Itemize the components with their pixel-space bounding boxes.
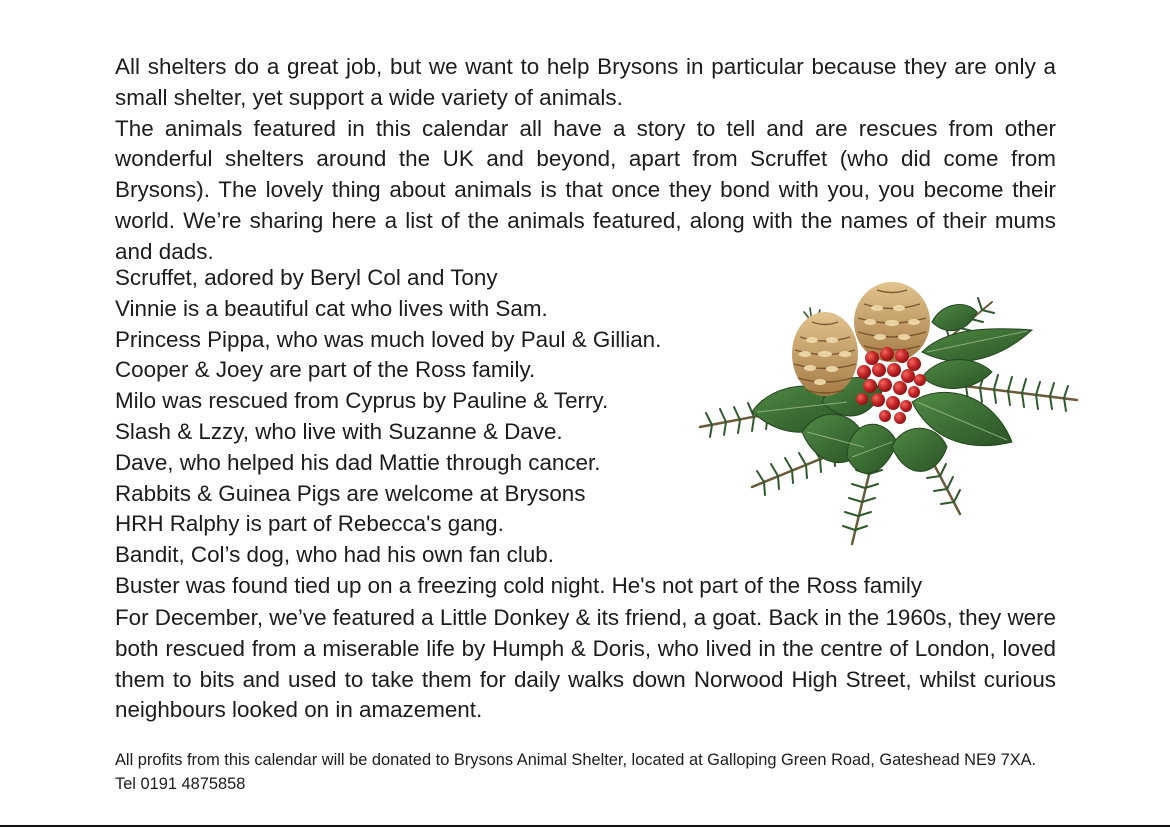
donation-footer-note: All profits from this calendar will be donated to Brysons Animal Shelter, located at Galloping Green Road, Gateshead NE9 7XA. Tel 0191 4875858	[115, 751, 1037, 793]
animal-entry: HRH Ralphy is part of Rebecca's gang.	[115, 511, 504, 537]
animal-entry: Slash & Lzzy, who live with Suzanne & Dave.	[115, 418, 563, 444]
intro-paragraph-1: All shelters do a great job, but we want to help Brysons in particular because they are only a small shelter, yet support a wide variety of animals.	[115, 54, 1056, 110]
animal-entry: Bandit, Col’s dog, who had his own fan club.	[115, 542, 554, 568]
december-paragraph: For December, we’ve featured a Little Donkey & its friend, a goat. Back in the 1960s, they were both rescued from a miserable life by Humph & Doris, who lived in the centre of London, loved them to bits and used to take them for daily walks down Norwood High Street, whilst curious neighbours looked on in amazement.	[115, 605, 1056, 723]
animal-entry: Buster was found tied up on a freezing cold night. He's not part of the Ross family	[115, 572, 923, 598]
bottom-border-line	[0, 825, 1170, 827]
intro-paragraph-2: The animals featured in this calendar all have a story to tell and are rescues from other wonderful shelters around the UK and beyond, apart from Scruffet (who did come from Brysons). The lovely thing about animals is that once they bond with you, you become their world. We’re sharing here a list of the animals featured, along with the names of their mums and dads.	[115, 115, 1056, 264]
animal-entry: Rabbits & Guinea Pigs are welcome at Brysons	[115, 480, 586, 506]
animal-entry: Princess Pippa, who was much loved by Paul & Gillian.	[115, 326, 662, 352]
christmas-decoration-icon	[692, 282, 1080, 550]
animal-entry: Scruffet, adored by Beryl Col and Tony	[115, 265, 498, 290]
animal-entry: Dave, who helped his dad Mattie through cancer.	[115, 449, 601, 475]
animal-entry: Vinnie is a beautiful cat who lives with Sam.	[115, 295, 548, 321]
animal-entry: Milo was rescued from Cyprus by Pauline & Terry.	[115, 388, 609, 414]
animal-entry: Cooper & Joey are part of the Ross family.	[115, 357, 536, 383]
intro-section	[115, 52, 1056, 268]
